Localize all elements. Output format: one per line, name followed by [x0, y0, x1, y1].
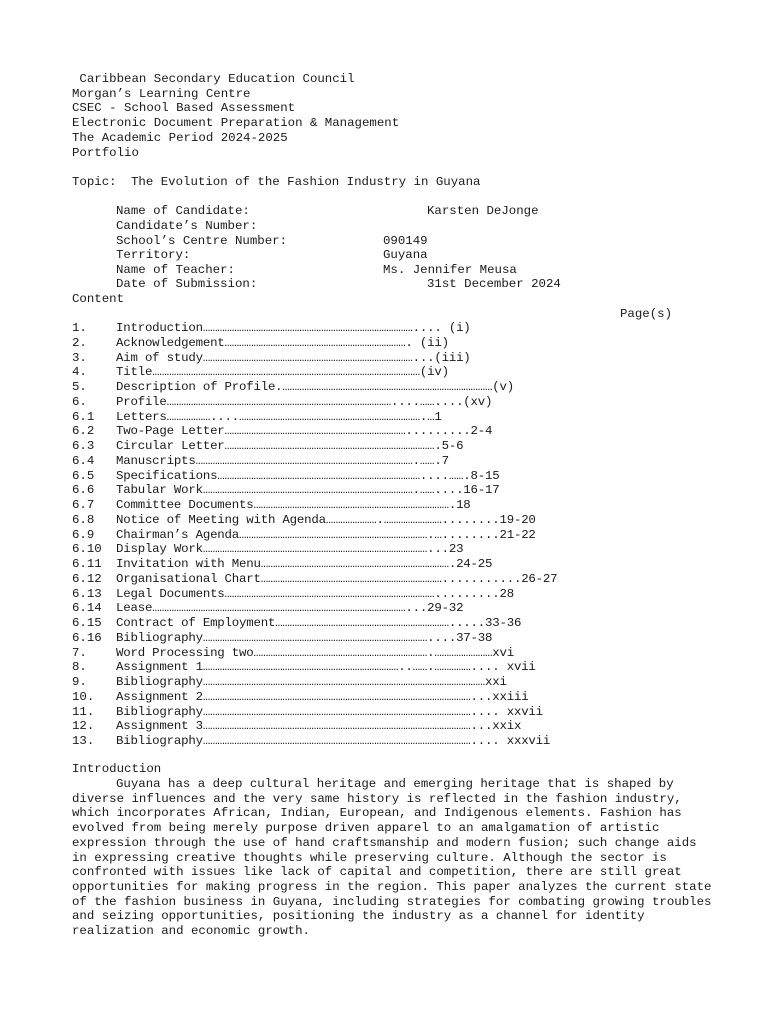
- toc-entry-number: 6.2: [72, 424, 95, 438]
- toc-entry-text: Invitation with Menu…………………………………………………………………….24-25: [116, 557, 493, 571]
- toc-entry-number: 8.: [72, 660, 87, 674]
- toc-entry-number: 6.15: [72, 616, 102, 630]
- centre-name: Morgan’s Learning Centre: [72, 87, 251, 101]
- introduction-heading: Introduction: [72, 762, 162, 776]
- toc-entry-text: Assignment 3…………………………………………………………………………………………………...xxix: [116, 719, 522, 733]
- toc-entry-text: Organisational Chart…………………………………………………………………...........26-27: [116, 572, 558, 586]
- toc-entry-text: Lease……………………………………………………………………………………………...29-32: [116, 601, 464, 615]
- toc-entry-text: Manuscripts……………………………………………………………………………….…….7: [116, 454, 449, 468]
- detail-value: 31st December 2024: [427, 277, 561, 291]
- document-type: Portfolio: [72, 146, 139, 160]
- detail-label: Candidate’s Number:: [116, 219, 258, 233]
- toc-entry-number: 3.: [72, 351, 87, 365]
- toc-entry-number: 6.1: [72, 410, 95, 424]
- detail-label: Date of Submission:: [116, 277, 258, 291]
- toc-entry-number: 6.8: [72, 513, 95, 527]
- toc-entry-number: 6.6: [72, 483, 95, 497]
- detail-value: Guyana: [383, 248, 428, 262]
- detail-label: Name of Candidate:: [116, 204, 250, 218]
- detail-value: Ms. Jennifer Meusa: [383, 263, 517, 277]
- toc-entry-number: 6.16: [72, 631, 102, 645]
- toc-entry-number: 10.: [72, 690, 95, 704]
- academic-period: The Academic Period 2024-2025: [72, 131, 288, 145]
- pages-column-label: Page(s): [620, 307, 673, 321]
- toc-entry-text: Specifications…………………………………………………………………………....…….8-15: [116, 469, 500, 483]
- toc-entry-number: 6.10: [72, 542, 102, 556]
- toc-entry-number: 4.: [72, 365, 87, 379]
- detail-label: Territory:: [116, 248, 191, 262]
- toc-entry-number: 6.5: [72, 469, 95, 483]
- assessment-title: CSEC - School Based Assessment: [72, 101, 296, 115]
- toc-entry-text: Letters………………....………………………………………………………………….…1: [116, 410, 442, 424]
- toc-entry-number: 6.11: [72, 557, 102, 571]
- toc-entry-text: Committee Documents……………………………………………………………………….18: [116, 498, 471, 512]
- detail-value: Karsten DeJonge: [427, 204, 539, 218]
- toc-entry-text: Aim of study……………………………………………………………………………...(iii): [116, 351, 471, 365]
- toc-entry-number: 9.: [72, 675, 87, 689]
- council-name: Caribbean Secondary Education Council: [72, 72, 355, 86]
- toc-entry-number: 6.3: [72, 439, 95, 453]
- detail-value: 090149: [383, 234, 428, 248]
- toc-entry-text: Profile…………………………………………………………………………………....……....(xv): [116, 395, 493, 409]
- toc-entry-number: 5.: [72, 380, 87, 394]
- toc-entry-text: Chairman’s Agenda…………………………………………………………………….…........21-22: [116, 528, 536, 542]
- toc-entry-number: 7.: [72, 646, 87, 660]
- toc-entry-text: Word Processing two……………………………………………………………….……………………xvi: [116, 646, 514, 660]
- topic-label: Topic:: [72, 175, 117, 189]
- toc-entry-text: Assignment 1………………………………………………………………………..…….…………….... xvii: [116, 660, 536, 674]
- toc-entry-text: Contract of Employment……………………………………………………………….....33-36: [116, 616, 522, 630]
- toc-entry-number: 1.: [72, 321, 87, 335]
- toc-entry-text: Bibliography………………………………………………………………………………………………….... xxxvii: [116, 734, 551, 748]
- subject-title: Electronic Document Preparation & Management: [72, 116, 400, 130]
- toc-entry-text: Notice of Meeting with Agenda………………….……………………........19-20: [116, 513, 536, 527]
- toc-entry-text: Display Work…………………………………………………………………………………...23: [116, 542, 464, 556]
- toc-entry-text: Assignment 2…………………………………………………………………………………………………...xxiii: [116, 690, 529, 704]
- detail-label: School’s Centre Number:: [116, 234, 288, 248]
- toc-entry-number: 6.4: [72, 454, 95, 468]
- introduction-body: Guyana has a deep cultural heritage and emerging heritage that is shaped by diverse influences and the very same history is reflected in the fashion industry, which incorporates African, Indian, European, and Indigenous elements. Fashion has evolved from being merely purpose driven apparel to an amalgamation of artistic expression through the use of hand craftsmanship and modern fusion; such change aids in expressing creative thoughts while preserving culture. Although the sector is confronted with issues like lack of capital and competition, there are still great opportunities for making progress in the region. This paper analyzes the current state of the fashion business in Guyana, including strategies for combating growing troubles and seizing opportunities, positioning the industry as a channel for identity realization and economic growth.: [72, 777, 712, 939]
- toc-entry-text: Tabular Work…………………………………………………………………………….……....16-17: [116, 483, 500, 497]
- toc-entry-text: Two-Page Letter………………………………………………………………….........2-4: [116, 424, 493, 438]
- topic-text: The Evolution of the Fashion Industry in Guyana: [131, 175, 481, 189]
- toc-entry-text: Bibliography………………………………………………………………………………………………………xxi: [116, 675, 507, 689]
- toc-entry-number: 6.12: [72, 572, 102, 586]
- toc-entry-number: 6.13: [72, 587, 102, 601]
- toc-entry-number: 6.14: [72, 601, 102, 615]
- toc-entry-text: Bibliography………………………………………………………………………………………………….... xxvii: [116, 705, 543, 719]
- toc-entry-number: 6.: [72, 395, 87, 409]
- toc-entry-text: Acknowledgement…………………………………………………………………. (ii): [116, 336, 449, 350]
- toc-entry-number: 13.: [72, 734, 95, 748]
- toc-entry-text: Introduction…………………………………………………………………………….... (i): [116, 321, 471, 335]
- detail-label: Name of Teacher:: [116, 263, 235, 277]
- contents-heading: Content: [72, 292, 125, 306]
- toc-entry-text: Circular Letter…………………………………………………………………………….5-6: [116, 439, 464, 453]
- toc-entry-number: 6.7: [72, 498, 95, 512]
- toc-entry-number: 2.: [72, 336, 87, 350]
- toc-entry-text: Description of Profile.……………………………………………………………………………(v): [116, 380, 514, 394]
- toc-entry-number: 12.: [72, 719, 95, 733]
- toc-entry-number: 11.: [72, 705, 95, 719]
- toc-entry-text: Bibliography…………………………………………………………………………………....37-38: [116, 631, 493, 645]
- toc-entry-text: Legal Documents…………………………………………………………………………….........28: [116, 587, 514, 601]
- toc-entry-text: Title…………………………………………………………………………………………………(iv): [116, 365, 449, 379]
- toc-entry-number: 6.9: [72, 528, 95, 542]
